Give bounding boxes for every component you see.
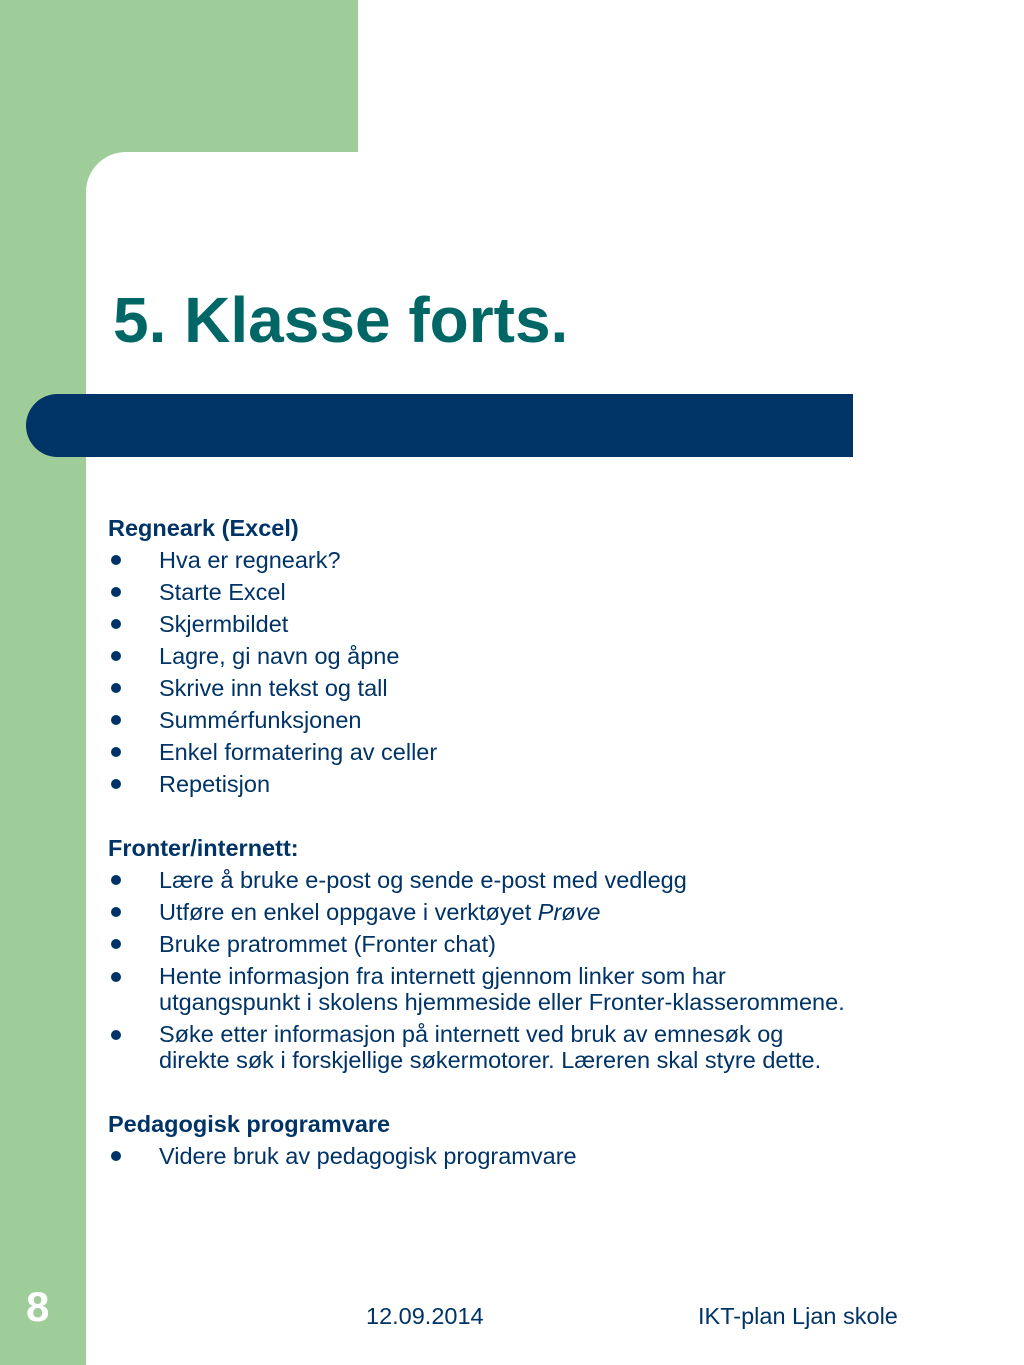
footer-title: IKT-plan Ljan skole xyxy=(698,1303,898,1329)
left-accent-band xyxy=(0,0,86,1365)
list-item: Summérfunksjonen xyxy=(108,704,988,736)
bullet-icon xyxy=(111,555,121,565)
section-spacer xyxy=(108,1076,988,1108)
bullet-icon xyxy=(111,715,121,725)
list-item: Hva er regneark? xyxy=(108,544,988,576)
section-heading-fronter: Fronter/internett: xyxy=(108,835,299,861)
section-heading-pedagogisk: Pedagogisk programvare xyxy=(108,1111,391,1137)
list-regneark xyxy=(108,544,988,800)
bullet-icon xyxy=(111,1151,121,1161)
list-item: Lære å bruke e-post og sende e-post med vedlegg xyxy=(108,864,988,896)
bullet-icon xyxy=(111,619,121,629)
list-item: Bruke pratrommet (Fronter chat) xyxy=(108,928,988,960)
bullet-icon xyxy=(111,939,121,949)
bullet-icon xyxy=(111,875,121,885)
list-item: Søke etter informasjon på internett ved bruk av emnesøk og direkte søk i forskjellige søkermotorer. Læreren skal styre dette. xyxy=(108,1018,988,1076)
footer-date: 12.09.2014 xyxy=(366,1303,484,1329)
list-fronter xyxy=(108,864,988,1076)
list-item: Repetisjon xyxy=(108,768,988,800)
top-accent-band xyxy=(86,0,358,152)
slide-title: 5. Klasse forts. xyxy=(113,284,569,356)
slide-content xyxy=(108,512,988,1172)
bullet-icon xyxy=(111,907,121,917)
bullet-icon xyxy=(111,651,121,661)
bullet-icon xyxy=(111,587,121,597)
list-item: Lagre, gi navn og åpne xyxy=(108,640,988,672)
list-item: Enkel formatering av celler xyxy=(108,736,988,768)
bullet-icon xyxy=(111,747,121,757)
bullet-icon xyxy=(111,972,121,982)
tool-name-emphasis: Prøve xyxy=(537,899,601,925)
list-item: Starte Excel xyxy=(108,576,988,608)
bullet-icon xyxy=(111,1030,121,1040)
slide-number: 8 xyxy=(26,1283,50,1330)
list-item: Skjermbildet xyxy=(108,608,988,640)
list-item: Hente informasjon fra internett gjennom linker som har utgangspunkt i skolens hjemmeside eller Fronter-klasserommene. xyxy=(108,960,988,1018)
bullet-icon xyxy=(111,683,121,693)
list-pedagogisk xyxy=(108,1140,988,1172)
title-underline-bar xyxy=(26,394,853,457)
section-heading-regneark: Regneark (Excel) xyxy=(108,515,299,541)
list-item: Videre bruk av pedagogisk programvare xyxy=(108,1140,988,1172)
list-item: Skrive inn tekst og tall xyxy=(108,672,988,704)
list-item: Utføre en enkel oppgave i verktøyet Prøve xyxy=(108,896,988,928)
section-spacer xyxy=(108,800,988,832)
bullet-icon xyxy=(111,779,121,789)
